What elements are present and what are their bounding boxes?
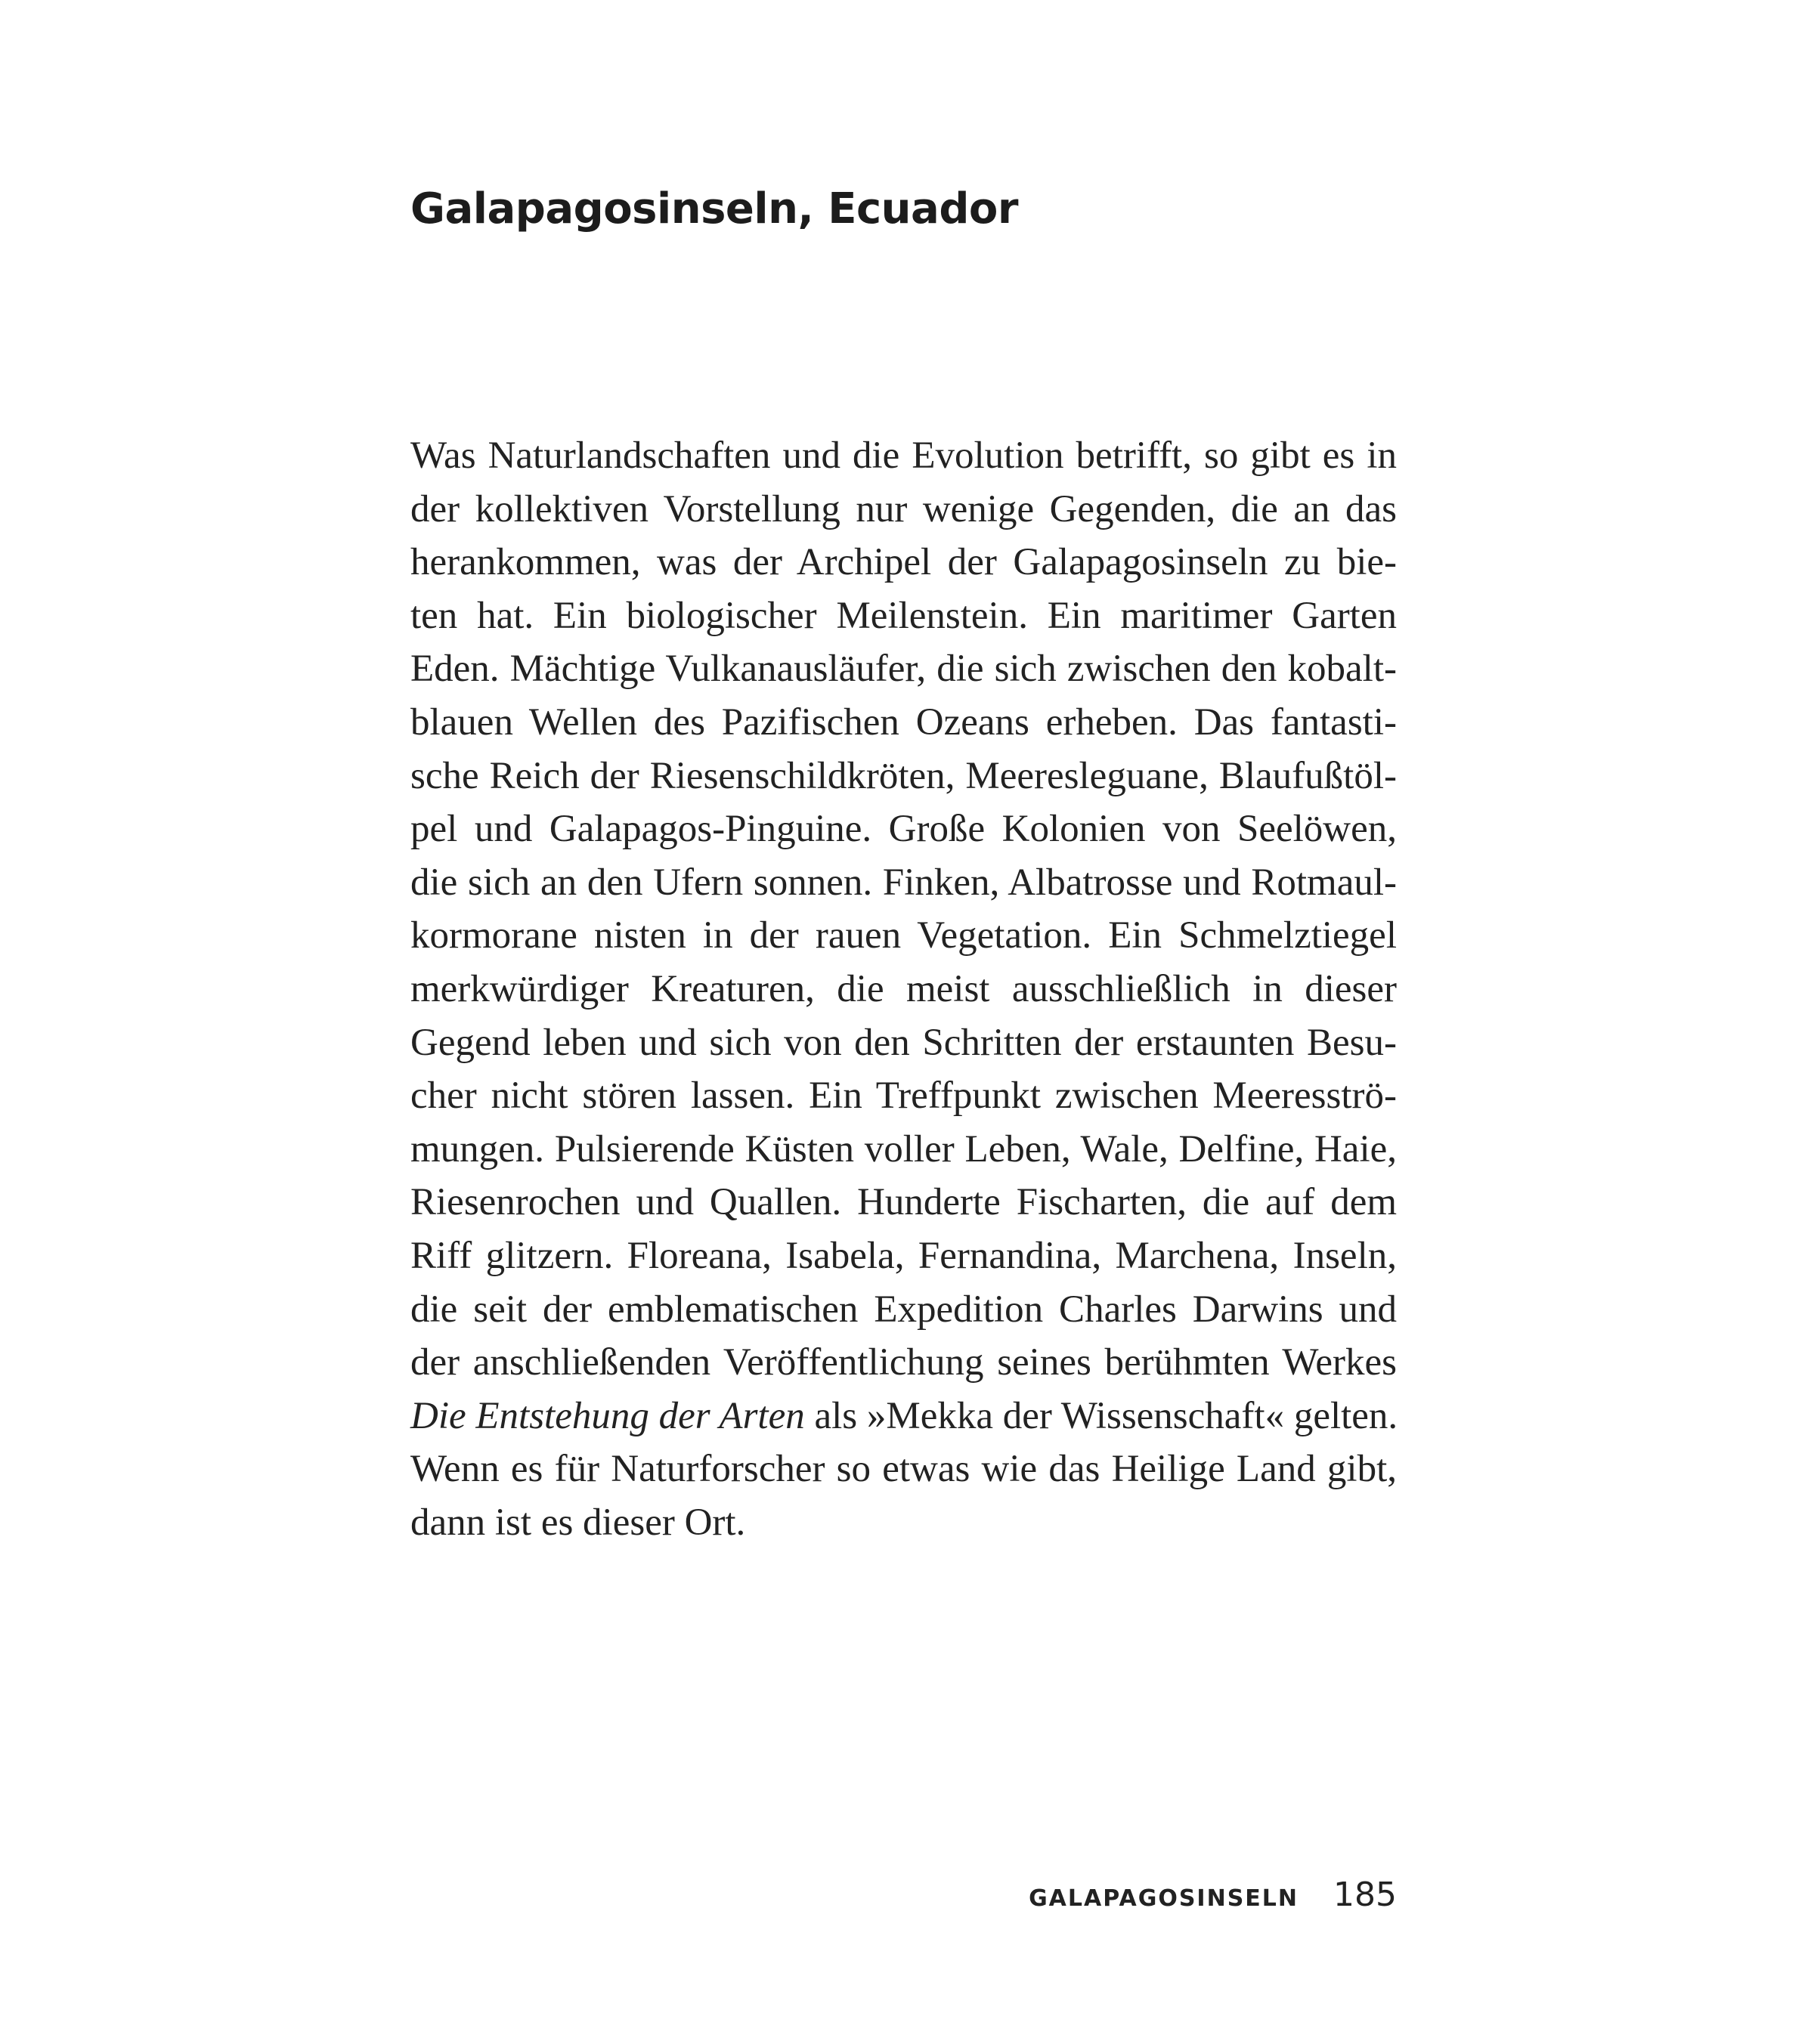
body-line: cher nicht stören lassen. Ein Treffpunkt zwischen Meeresströ-	[410, 1075, 1397, 1118]
body-line: merkwürdiger Kreaturen, die meist ausschließlich in dieser	[410, 967, 1397, 1010]
body-line: Riesenrochen und Quallen. Hunderte Fischarten, die auf dem	[410, 1181, 1397, 1224]
body-line: Gegend leben und sich von den Schritten der erstaunten Besu-	[410, 1021, 1397, 1064]
running-head: GALAPAGOSINSELN	[1029, 1885, 1299, 1912]
body-line: ten hat. Ein biologischer Meilenstein. Ein maritimer Garten	[410, 594, 1397, 637]
body-line: Riff glitzern. Floreana, Isabela, Fernandina, Marchena, Inseln,	[410, 1234, 1397, 1277]
body-line: Wenn es für Naturforscher so etwas wie das Heilige Land gibt,	[410, 1448, 1397, 1491]
body-line-text: als »Mekka der Wissenschaft« gelten.	[814, 1394, 1398, 1437]
body-line: der anschließenden Veröffentlichung seines berühmten Werkes	[410, 1341, 1397, 1384]
body-line: pel und Galapagos-Pinguine. Große Kolonien von Seelöwen,	[410, 808, 1397, 851]
body-line-with-book-title	[410, 1390, 1397, 1443]
body-line: herankommen, was der Archipel der Galapagosinseln zu bie-	[410, 541, 1397, 584]
page-title: Galapagosinseln, Ecuador	[410, 184, 1018, 233]
book-title: Die Entstehung der Arten	[410, 1394, 805, 1437]
body-line: die sich an den Ufern sonnen. Finken, Albatrosse und Rotmaul-	[410, 861, 1397, 904]
body-line: die seit der emblematischen Expedition Charles Darwins und	[410, 1288, 1397, 1331]
body-line: mungen. Pulsierende Küsten voller Leben, Wale, Delfine, Haie,	[410, 1127, 1397, 1170]
page-footer	[1029, 1875, 1397, 1914]
body-paragraph	[410, 429, 1397, 1549]
body-line: blauen Wellen des Pazifischen Ozeans erheben. Das fantasti-	[410, 700, 1397, 744]
body-line: sche Reich der Riesenschildkröten, Meeresleguane, Blaufußtöl-	[410, 754, 1397, 797]
page-number: 185	[1333, 1875, 1397, 1914]
body-line: kormorane nisten in der rauen Vegetation. Ein Schmelztiegel	[410, 914, 1397, 957]
body-line: Was Naturlandschaften und die Evolution betrifft, so gibt es in	[410, 434, 1397, 477]
body-line: der kollektiven Vorstellung nur wenige Gegenden, die an das	[410, 487, 1397, 530]
body-line: Eden. Mächtige Vulkanausläufer, die sich zwischen den kobalt-	[410, 648, 1397, 691]
body-line-last: dann ist es dieser Ort.	[410, 1501, 746, 1544]
